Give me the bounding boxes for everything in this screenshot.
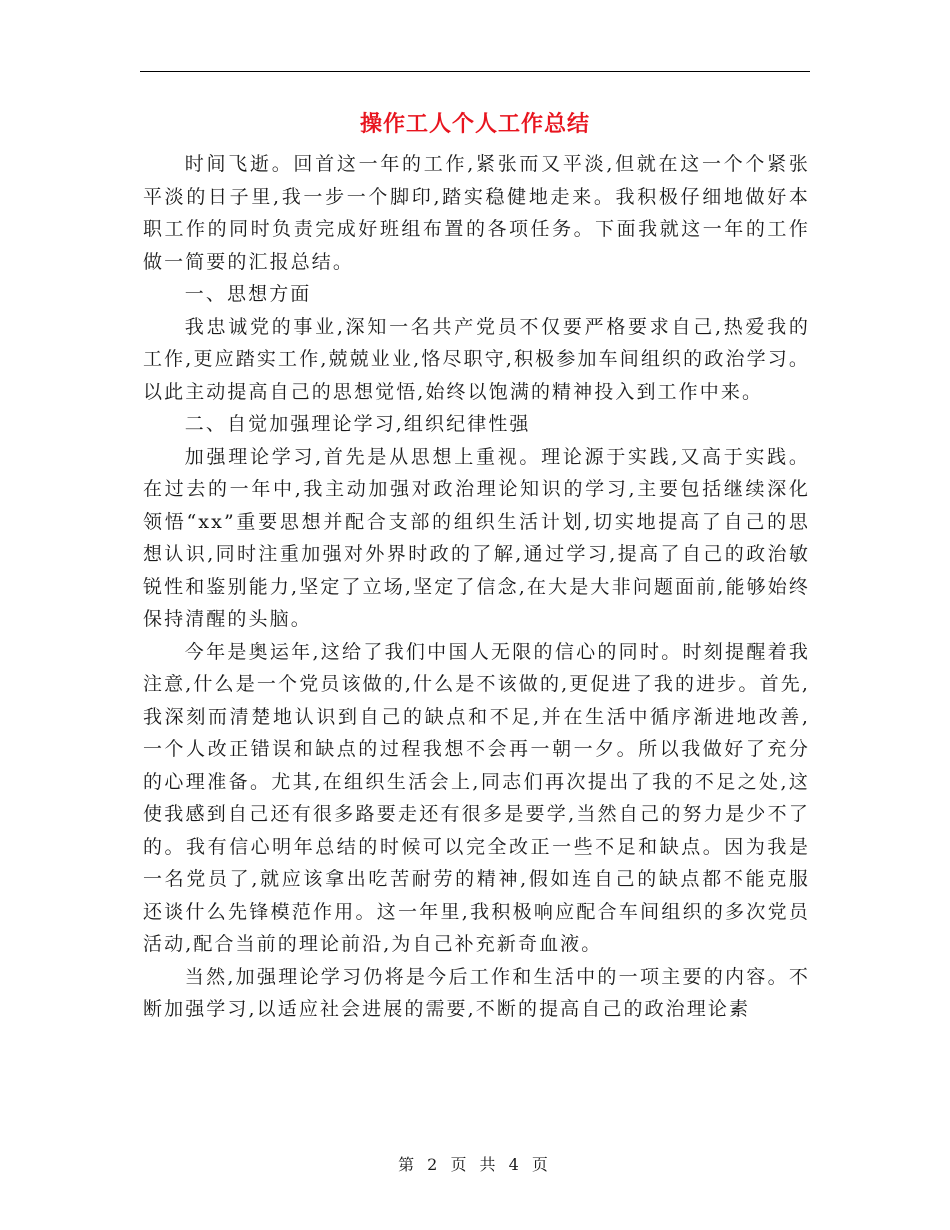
document-title: 操作工人个人工作总结 [359,112,590,137]
document-body [143,148,810,1026]
header-rule [140,71,810,72]
section-heading-theory: 二、自觉加强理论学习,组织纪律性强 [184,413,531,435]
paragraph-theory: 加强理论学习,首先是从思想上重视。理论源于实践,又高于实践。在过去的一年中,我主动加强对政治理论知识的学习,主要包括继续深化领悟“xx”重要思想并配合支部的组织生活计划,切实地提高了自己的思想认识,同时注重加强对外界时政的了解,通过学习,提高了自己的政治敏锐性和鉴别能力,坚定了立场,坚定了信念,在大是大非问题面前,能够始终保持清醒的头脑。 [143,445,810,630]
paragraph-olympic-year: 今年是奥运年,这给了我们中国人无限的信心的同时。时刻提醒着我注意,什么是一个党员该做的,什么是不该做的,更促进了我的进步。首先,我深刻而清楚地认识到自己的缺点和不足,并在生活中循序渐进地改善,一个人改正错误和缺点的过程我想不会再一朝一夕。所以我做好了充分的心理准备。尤其,在组织生活会上,同志们再次提出了我的不足之处,这使我感到自己还有很多路要走还有很多是要学,当然自己的努力是少不了的。我有信心明年总结的时候可以完全改正一些不足和缺点。因为我是一名党员了,就应该拿出吃苦耐劳的精神,假如连自己的缺点都不能克服还谈什么先锋模范作用。这一年里,我积极响应配合车间组织的多次党员活动,配合当前的理论前沿,为自己补充新奇血液。 [143,640,810,955]
section-heading-thought: 一、思想方面 [184,283,312,305]
page-number: 第 2 页 共 4 页 [398,1155,552,1174]
paragraph-intro: 时间飞逝。回首这一年的工作,紧张而又平淡,但就在这一个个紧张平淡的日子里,我一步一个脚印,踏实稳健地走来。我积极仔细地做好本职工作的同时负责完成好班组布置的各项任务。下面我就这一年的工作做一简要的汇报总结。 [143,153,810,273]
paragraph-continue-study: 当然,加强理论学习仍将是今后工作和生活中的一项主要的内容。不断加强学习,以适应社会进展的需要,不断的提高自己的政治理论素 [143,965,810,1020]
paragraph-thought: 我忠诚党的事业,深知一名共产党员不仅要严格要求自己,热爱我的工作,更应踏实工作,兢兢业业,恪尽职守,积极参加车间组织的政治学习。以此主动提高自己的思想觉悟,始终以饱满的精神投入到工作中来。 [143,315,810,403]
